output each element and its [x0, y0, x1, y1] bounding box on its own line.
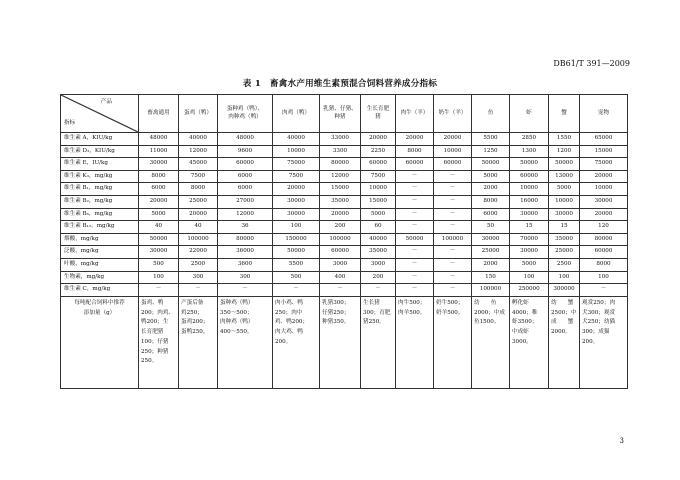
- table-cell: 20000: [396, 133, 434, 146]
- row-label: 叶酸，mg/kg: [61, 258, 139, 271]
- table-cell: 10000: [273, 145, 320, 158]
- table-cell: 40000: [361, 233, 396, 246]
- table-cell: －: [139, 284, 179, 297]
- column-header: 肉牛（羊）: [396, 95, 434, 133]
- table-cell: 30000: [510, 208, 549, 221]
- table-cell: 100000: [320, 233, 361, 246]
- table-cell: 2250: [361, 145, 396, 158]
- nutrient-table: [60, 94, 628, 389]
- table-cell: 5500: [273, 258, 320, 271]
- table-cell: －: [434, 221, 472, 234]
- table-cell: 2000: [472, 258, 510, 271]
- table-cell: 10000: [510, 183, 549, 196]
- table-cell: －: [396, 284, 434, 297]
- table-cell: 20000: [580, 170, 628, 183]
- table-cell: 3000: [361, 258, 396, 271]
- row-label: 维生素 B₂，mg/kg: [61, 195, 139, 208]
- table-cell: 10000: [361, 183, 396, 196]
- table-cell: 40: [139, 221, 179, 234]
- table-cell: －: [179, 284, 218, 297]
- table-cell: 300: [218, 271, 273, 284]
- table-cell: 200: [320, 221, 361, 234]
- table-cell: －: [361, 284, 396, 297]
- table-cell: 100: [580, 271, 628, 284]
- table-cell: －: [434, 195, 472, 208]
- table-cell: 6000: [472, 208, 510, 221]
- table-cell: 20000: [580, 208, 628, 221]
- table-cell: 22000: [179, 246, 218, 259]
- header-row: [61, 95, 628, 133]
- table-cell: 5500: [472, 133, 510, 146]
- table-cell: 1550: [549, 133, 580, 146]
- table-cell: 60000: [218, 158, 273, 171]
- table-cell: 20000: [320, 208, 361, 221]
- table-cell: 15000: [580, 145, 628, 158]
- recommended-dosage-cell: 肉小鸡、鸭 250；肉中 鸡、鸭200； 肉大鸡、鸭 200。: [273, 296, 320, 388]
- table-row: [61, 195, 628, 208]
- table-cell: 30000: [273, 195, 320, 208]
- table-cell: 15: [510, 221, 549, 234]
- row-label: 维生素 D₃，KIU/kg: [61, 145, 139, 158]
- recommended-dosage-cell: 奶牛500； 奶羊500。: [434, 296, 472, 388]
- nutrient-table-container: [60, 94, 625, 389]
- table-cell: 8000: [139, 170, 179, 183]
- table-body: [61, 133, 628, 389]
- table-title: 表 1 畜禽水产用维生素预混合饲料营养成分指标: [242, 79, 438, 89]
- table-cell: 2500: [549, 258, 580, 271]
- table-cell: 48000: [218, 133, 273, 146]
- table-cell: 5000: [549, 183, 580, 196]
- table-cell: －: [434, 246, 472, 259]
- row-label: 烟酸，mg/kg: [61, 233, 139, 246]
- table-cell: 5000: [139, 208, 179, 221]
- table-cell: 35000: [549, 233, 580, 246]
- table-cell: 5000: [510, 258, 549, 271]
- table-cell: 12000: [179, 145, 218, 158]
- row-label: 维生素 A，KIU/kg: [61, 133, 139, 146]
- table-cell: －: [396, 246, 434, 259]
- table-cell: 400: [320, 271, 361, 284]
- table-row: [61, 133, 628, 146]
- recommended-dosage-cell: 观赏250；肉 犬300；观赏 犬250；幼猫 300；成猫 200。: [580, 296, 628, 388]
- row-label: 维生素 E，IU/kg: [61, 158, 139, 171]
- row-label: 维生素 B₁，mg/kg: [61, 183, 139, 196]
- table-cell: 35000: [361, 246, 396, 259]
- table-cell: 8000: [472, 195, 510, 208]
- recommended-dosage-cell: 生长猪 300；育肥 猪250。: [361, 296, 396, 388]
- table-cell: 100: [549, 271, 580, 284]
- table-cell: 60000: [434, 158, 472, 171]
- table-cell: －: [434, 271, 472, 284]
- column-header: 虾: [510, 95, 549, 133]
- column-header: 奶牛（羊）: [434, 95, 472, 133]
- table-cell: 100000: [472, 284, 510, 297]
- recommended-dosage-cell: 幼 鱼 2000；中成 鱼1500。: [472, 296, 510, 388]
- table-cell: 7500: [273, 170, 320, 183]
- table-cell: 15: [549, 221, 580, 234]
- table-cell: 1200: [549, 145, 580, 158]
- table-cell: 25000: [472, 246, 510, 259]
- table-cell: 100: [510, 271, 549, 284]
- corner-label-indicator: 指标: [64, 120, 76, 127]
- table-cell: －: [218, 284, 273, 297]
- table-cell: －: [396, 271, 434, 284]
- table-cell: 60000: [396, 158, 434, 171]
- table-cell: 300000: [549, 284, 580, 297]
- table-cell: 16000: [510, 195, 549, 208]
- table-cell: 60000: [580, 246, 628, 259]
- recommended-dosage-cell: 幼 蟹 2500；中 成 蟹 2000。: [549, 296, 580, 388]
- table-row: [61, 233, 628, 246]
- table-cell: 45000: [179, 158, 218, 171]
- table-cell: 13000: [549, 170, 580, 183]
- table-cell: 200: [361, 271, 396, 284]
- table-row: [61, 208, 628, 221]
- table-cell: －: [396, 221, 434, 234]
- recommended-dosage-label: 每吨配合饲料中推荐 添加量（g）: [61, 296, 139, 388]
- table-cell: 33000: [320, 133, 361, 146]
- table-cell: 120: [580, 221, 628, 234]
- table-row: [61, 158, 628, 171]
- table-row: [61, 284, 628, 297]
- table-cell: 50000: [139, 233, 179, 246]
- table-row: [61, 258, 628, 271]
- table-cell: 10000: [549, 195, 580, 208]
- table-cell: 3600: [218, 258, 273, 271]
- table-cell: 12000: [320, 170, 361, 183]
- table-cell: 40: [179, 221, 218, 234]
- table-cell: 30000: [549, 208, 580, 221]
- table-cell: 2850: [510, 133, 549, 146]
- table-row: [61, 221, 628, 234]
- column-header: 肉鸡（鸭）: [273, 95, 320, 133]
- table-cell: 8000: [179, 183, 218, 196]
- table-cell: －: [273, 284, 320, 297]
- column-header: 蛋鸡（鸭）: [179, 95, 218, 133]
- page-number: 3: [619, 437, 624, 445]
- table-cell: 8000: [580, 258, 628, 271]
- table-cell: 40000: [273, 133, 320, 146]
- row-label: 维生素 K₃，mg/kg: [61, 170, 139, 183]
- table-cell: 20000: [273, 183, 320, 196]
- table-row: [61, 271, 628, 284]
- column-header: 生长育肥 猪: [361, 95, 396, 133]
- table-cell: 11000: [139, 145, 179, 158]
- table-cell: 80000: [580, 233, 628, 246]
- table-cell: 100: [273, 221, 320, 234]
- table-cell: －: [434, 284, 472, 297]
- table-cell: 8000: [396, 145, 434, 158]
- table-cell: 48000: [139, 133, 179, 146]
- table-cell: 5000: [472, 170, 510, 183]
- table-cell: 6000: [218, 183, 273, 196]
- table-cell: 35000: [320, 195, 361, 208]
- table-cell: 150: [472, 271, 510, 284]
- table-cell: 50000: [472, 158, 510, 171]
- table-cell: 30000: [472, 233, 510, 246]
- table-cell: 50000: [396, 233, 434, 246]
- table-cell: 20000: [139, 195, 179, 208]
- table-cell: 36000: [218, 246, 273, 259]
- recommended-dosage-cell: 蛋种鸡（鸭） 350～500； 肉种鸡（鸭） 400～550。: [218, 296, 273, 388]
- table-cell: 40000: [179, 133, 218, 146]
- table-cell: 2000: [472, 183, 510, 196]
- table-cell: 30000: [580, 195, 628, 208]
- table-row: [61, 246, 628, 259]
- row-label: 泛酸，mg/kg: [61, 246, 139, 259]
- table-cell: 25000: [179, 195, 218, 208]
- table-cell: 75000: [580, 158, 628, 171]
- table-cell: 250000: [510, 284, 549, 297]
- standard-code: DB61/T 391—2009: [553, 59, 630, 68]
- table-cell: 25000: [549, 246, 580, 259]
- table-cell: 1250: [472, 145, 510, 158]
- table-cell: 6000: [139, 183, 179, 196]
- table-cell: 50: [472, 221, 510, 234]
- table-cell: 12000: [218, 208, 273, 221]
- row-label: 生物素，mg/kg: [61, 271, 139, 284]
- table-cell: 30000: [510, 246, 549, 259]
- row-label: 维生素 B₆，mg/kg: [61, 208, 139, 221]
- table-cell: 9600: [218, 145, 273, 158]
- recommended-dosage-cell: 蛋鸡、鸭 200；肉鸡、 鸭200；生 长育肥猪 100；仔猪 250；种猪 250。: [139, 296, 179, 388]
- table-cell: 75000: [273, 158, 320, 171]
- table-cell: 500: [273, 271, 320, 284]
- table-row: [61, 170, 628, 183]
- recommended-dosage-cell: 乳猪300； 仔猪250； 种猪350。: [320, 296, 361, 388]
- table-cell: 10000: [580, 183, 628, 196]
- table-cell: 80000: [218, 233, 273, 246]
- table-cell: 15000: [320, 183, 361, 196]
- table-cell: 20000: [434, 133, 472, 146]
- table-cell: 3000: [320, 258, 361, 271]
- table-cell: 65000: [580, 133, 628, 146]
- table-row: [61, 145, 628, 158]
- column-header: 蛋种鸡（鸭）、 肉种鸡（鸭）: [218, 95, 273, 133]
- column-header: 蟹: [549, 95, 580, 133]
- table-cell: 20000: [361, 133, 396, 146]
- table-cell: 100000: [434, 233, 472, 246]
- table-cell: －: [580, 284, 628, 297]
- row-label: 维生素 C，mg/kg: [61, 284, 139, 297]
- table-cell: －: [396, 183, 434, 196]
- table-cell: 150000: [273, 233, 320, 246]
- table-row: [61, 183, 628, 196]
- table-cell: 60: [361, 221, 396, 234]
- table-cell: 6000: [218, 170, 273, 183]
- column-header: 畜禽通用: [139, 95, 179, 133]
- table-cell: －: [396, 170, 434, 183]
- table-cell: 5000: [361, 208, 396, 221]
- table-cell: －: [396, 258, 434, 271]
- table-cell: －: [396, 195, 434, 208]
- table-cell: －: [434, 170, 472, 183]
- table-cell: 50000: [510, 158, 549, 171]
- recommended-dosage-row: [61, 296, 628, 388]
- table-cell: 100000: [179, 233, 218, 246]
- table-cell: －: [434, 183, 472, 196]
- table-cell: 3300: [320, 145, 361, 158]
- table-cell: 50000: [549, 158, 580, 171]
- table-cell: 30000: [273, 208, 320, 221]
- table-cell: 10000: [434, 145, 472, 158]
- table-cell: －: [320, 284, 361, 297]
- table-cell: 7500: [179, 170, 218, 183]
- table-cell: －: [396, 208, 434, 221]
- recommended-dosage-cell: 孵化虾 4000；稚 虾3500； 中成虾 3000。: [510, 296, 549, 388]
- corner-label-product: 产品: [100, 99, 112, 105]
- table-cell: 500: [139, 258, 179, 271]
- row-label: 维生素 B₁₂，mg/kg: [61, 221, 139, 234]
- recommended-dosage-cell: 肉牛500； 肉羊500。: [396, 296, 434, 388]
- corner-header-cell: [61, 95, 139, 133]
- table-cell: －: [434, 258, 472, 271]
- table-cell: 30000: [139, 246, 179, 259]
- table-cell: 60000: [320, 246, 361, 259]
- table-cell: 27000: [218, 195, 273, 208]
- table-cell: 60000: [361, 158, 396, 171]
- table-cell: 1300: [510, 145, 549, 158]
- table-cell: 2500: [179, 258, 218, 271]
- column-header: 乳猪、仔猪、 种猪: [320, 95, 361, 133]
- column-header: 宠物: [580, 95, 628, 133]
- table-cell: 15000: [361, 195, 396, 208]
- table-cell: 80000: [320, 158, 361, 171]
- table-cell: 50000: [273, 246, 320, 259]
- recommended-dosage-cell: 产蛋后备 鸡250； 蛋鸡200； 蛋鸭250。: [179, 296, 218, 388]
- table-cell: 70000: [510, 233, 549, 246]
- table-cell: 100: [139, 271, 179, 284]
- table-cell: －: [434, 208, 472, 221]
- table-cell: 30000: [139, 158, 179, 171]
- table-cell: 60000: [510, 170, 549, 183]
- column-header: 鱼: [472, 95, 510, 133]
- table-cell: 20000: [179, 208, 218, 221]
- table-cell: 300: [179, 271, 218, 284]
- table-cell: 36: [218, 221, 273, 234]
- table-cell: 7500: [361, 170, 396, 183]
